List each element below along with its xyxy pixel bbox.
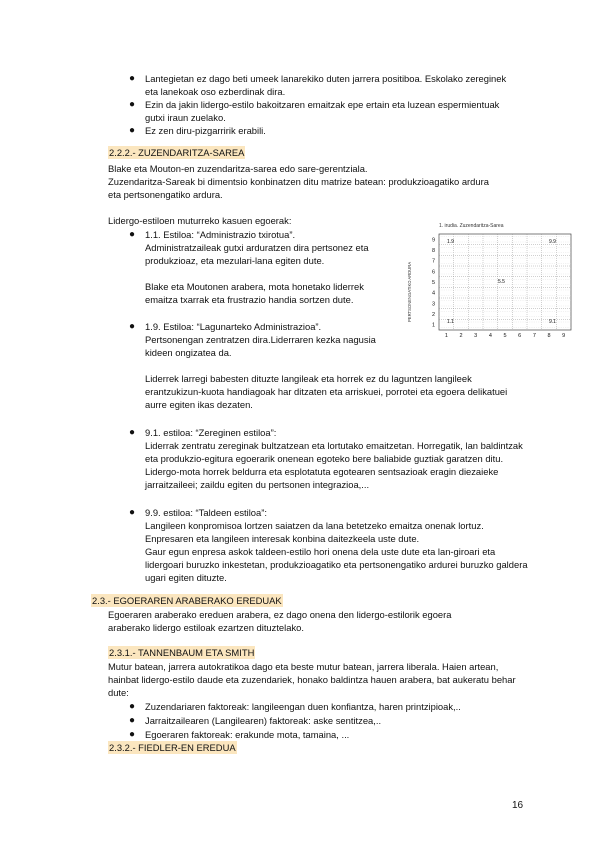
- center-label: 5.5: [498, 279, 505, 285]
- x-tick-label: 5: [503, 333, 507, 339]
- style-1-9-title: 1.9. Estiloa: “Lagunarteko Administrazioa”.: [145, 321, 322, 332]
- top-bullet-3: Ez zen diru-pizgarririk erabili.: [145, 125, 266, 136]
- y-tick-label: 5: [432, 280, 436, 286]
- s222-line1: Blake eta Mouton-en zuzendaritza-sarea edo sare-gerentziala.: [108, 163, 368, 174]
- bullet-dot: ●: [129, 427, 136, 438]
- figure-ylabel: PERTSONENGATIKO ARDURA: [407, 261, 412, 322]
- x-tick-label: 7: [532, 333, 536, 339]
- bullet-dot: ●: [129, 321, 136, 332]
- top-bullet-2: Ezin da jakin lidergo-estilo bakoitzaren emaitzak epe ertain eta luzean espermientuak gutxi iraun zuelako.: [145, 99, 500, 123]
- style-1-9-para-1: Pertsonengan zentratzen dira.Liderraren kezka nagusia kideen ongizatea da.: [145, 334, 376, 358]
- corner-label-br: 9.1: [549, 319, 556, 325]
- bullet-dot: ●: [129, 701, 136, 712]
- style-9-9-para-2: Gaur egun enpresa askok taldeen-estilo hori onena dela uste dute eta lan-giroari eta lidergoari buruzko inkestetan, produkzioagatiko eta pertsonengatiko ardurei buruzko galdera ugari egiten dituzte.: [145, 546, 528, 583]
- x-tick-label: 4: [488, 333, 492, 339]
- style-9-9-title: 9.9. estiloa: “Taldeen estiloa”:: [145, 507, 267, 518]
- bullet-dot: ●: [129, 125, 136, 136]
- bullet-dot: ●: [129, 729, 136, 740]
- corner-label-bl: 1.1: [447, 319, 454, 325]
- style-1-1-title: 1.1. Estiloa: “Administrazio txirotua”.: [145, 229, 296, 240]
- y-tick-label: 1: [432, 322, 436, 329]
- bullet-dot: ●: [129, 73, 136, 84]
- x-tick-label: 8: [547, 333, 551, 339]
- corner-label-tl: 1.9: [447, 239, 454, 245]
- section-heading-2-3-2: 2.3.2.- FIEDLER-EN EREDUA: [109, 742, 236, 753]
- style-1-1-para-1: Administratzaileak gutxi arduratzen dira pertsonez eta produkzioaz, eta mezulari-lana egiten dute.: [145, 242, 369, 266]
- x-tick-label: 3: [474, 333, 478, 339]
- corner-label-tr: 9.9: [549, 239, 556, 245]
- s231-text: Mutur batean, jarrera autokratikoa dago eta beste mutur batean, jarrera liberala. Haien artean, hainbat lidergo-estilo daude eta zuzendariek, honako baldintza hauen arabera, bat aukeratu behar dute:: [108, 661, 516, 698]
- x-ticks: [445, 333, 565, 339]
- style-9-1-title: 9.1. estiloa: “Zereginen estiloa”:: [145, 427, 277, 438]
- s23-text: Egoeraren araberako ereduen arabera, ez dago onena den lidergo-estilorik egoera araberako lidergo estiloak ezartzen dituztelako.: [108, 609, 452, 633]
- y-tick-label: 3: [432, 301, 436, 308]
- section-heading-2-2-2: 2.2.2.- ZUZENDARITZA-SAREA: [109, 147, 245, 158]
- figure-caption: 1. irudia. Zuzendaritza-Sarea: [439, 223, 504, 229]
- s231-bullet-1: Zuzendariaren faktoreak: langileengan duen konfiantza, haren printzipioak,..: [145, 701, 461, 712]
- grid-chart: [403, 222, 573, 342]
- style-9-9-para-1: Langileen konpromisoa lortzen saiatzen da lana betetzeko emaitza onenak lortuz. Enpresaren eta langileen interesak konbina daitezkeela uste dute.: [145, 520, 484, 544]
- y-ticks: [432, 237, 435, 328]
- x-tick-label: 1: [444, 333, 448, 339]
- top-bullet-1: Lantegietan ez dago beti umeek lanarekiko duten jarrera positiboa. Eskolako zereginek eta lanekoak oso ezberdinak dira.: [145, 73, 507, 97]
- s231-bullet-2: Jarraitzailearen (Langilearen) faktoreak: aske sentitzea,..: [145, 715, 382, 726]
- section-heading-2-3-1: 2.3.1.- TANNENBAUM ETA SMITH: [109, 647, 255, 658]
- y-tick-label: 9: [432, 237, 436, 244]
- page-number: 16: [512, 800, 524, 811]
- s222-intro: Lidergo-estiloen muturreko kasuen egoerak:: [108, 215, 292, 226]
- y-tick-label: 4: [432, 290, 436, 297]
- style-1-1-para-2: Blake eta Moutonen arabera, mota honetako liderrek emaitza txarrak eta frustrazio handia sortzen dute.: [145, 281, 364, 305]
- bullet-dot: ●: [129, 507, 136, 518]
- y-tick-label: 7: [432, 258, 436, 265]
- y-tick-label: 8: [432, 248, 436, 254]
- x-tick-label: 2: [459, 333, 463, 339]
- bullet-dot: ●: [129, 715, 136, 726]
- x-tick-label: 6: [518, 333, 522, 339]
- style-1-9-para-2: Liderrek larregi babesten dituzte langileak eta horrek ez du laguntzen langileek erantzukizun-kuota handiagoak har ditzaten eta arriskuei, porrotei eta egoera delikatuei aurre egiten ikas dezaten.: [145, 373, 508, 410]
- y-tick-label: 6: [432, 269, 436, 276]
- style-9-1-para-1: Liderrak zentratu zereginak bultzatzean eta lortutako emaitzetan. Horregatik, lan baldintzak eta produkzio-egitura egoerarik onenean egoteko bere baliabide guztiak garatzen ditu. Lidergo-mota horrek beldurra eta esplotatuta egotearen sentsazioak eragin diezaieke jarraitzaileei; zaildu egiten du pertsonen integrazioa,...: [145, 440, 523, 490]
- grid-lines: [439, 234, 571, 330]
- x-tick-label: 9: [562, 333, 566, 339]
- grid-frame: [439, 234, 571, 330]
- section-heading-2-3: 2.3.- EGOERAREN ARABERAKO EREDUAK: [92, 595, 282, 606]
- s222-line2: Zuzendaritza-Sareak bi dimentsio konbinatzen ditu matrize batean: produkzioagatiko ardura eta pertsonengatiko ardura.: [108, 176, 489, 200]
- y-tick-label: 2: [432, 312, 436, 318]
- bullet-dot: ●: [129, 229, 136, 240]
- s231-bullet-3: Egoeraren faktoreak: erakunde mota, tamaina, ...: [145, 729, 350, 740]
- bullet-dot: ●: [129, 99, 136, 110]
- managerial-grid-figure: [403, 222, 573, 342]
